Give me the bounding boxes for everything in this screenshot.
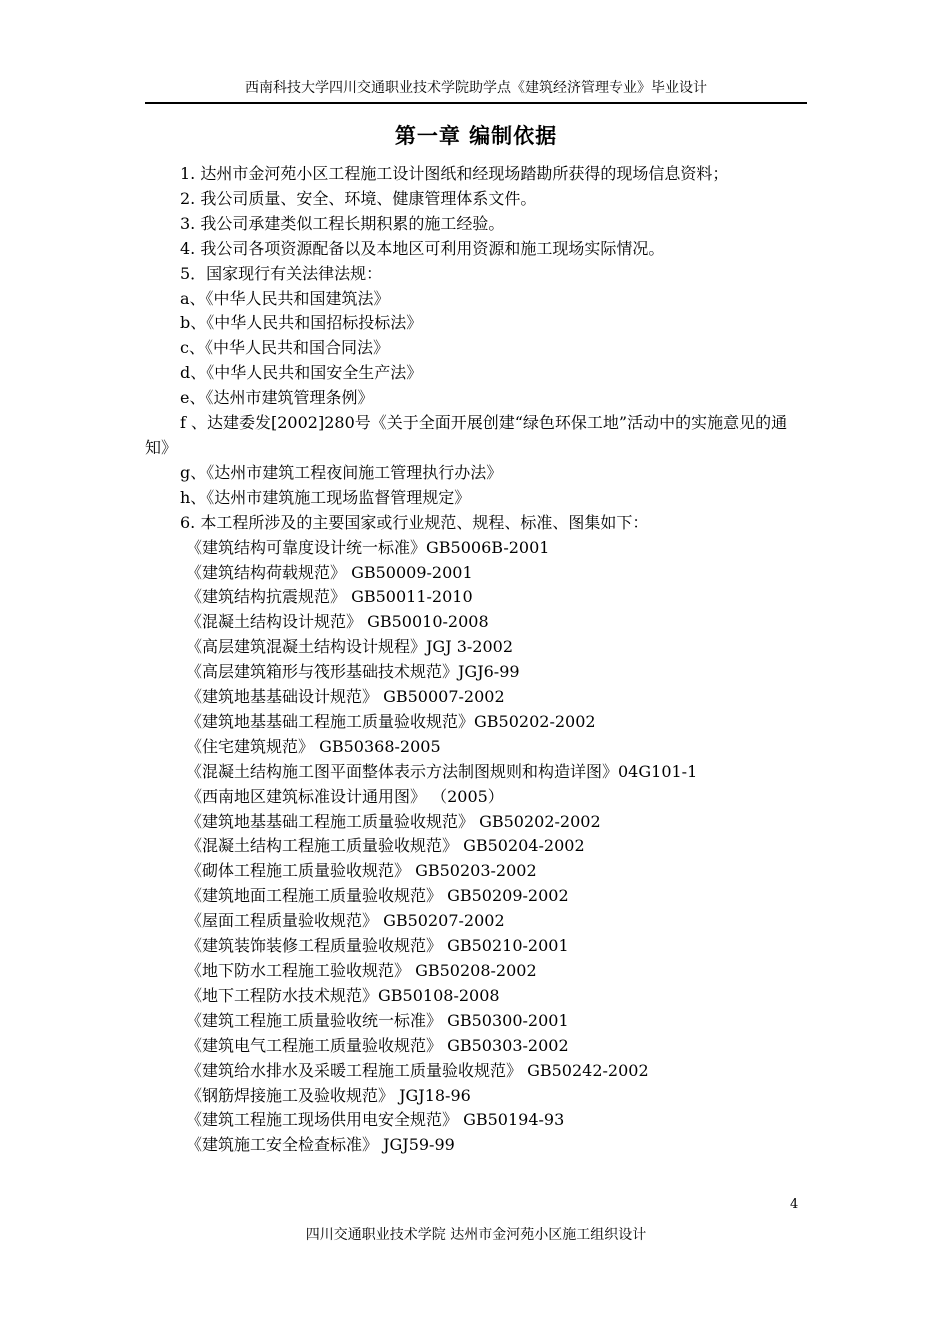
- basis-item-3: 3. 我公司承建类似工程长期积累的施工经验。: [180, 213, 505, 233]
- standard-item: 《屋面工程质量验收规范》 GB50207-2002: [186, 911, 505, 931]
- standard-item: 《高层建筑混凝土结构设计规程》JGJ 3-2002: [186, 637, 514, 657]
- standard-item: 《建筑地基基础设计规范》 GB50007-2002: [186, 687, 505, 707]
- page-number: 4: [790, 1197, 799, 1212]
- basis-item-1: 1. 达州市金河苑小区工程施工设计图纸和经现场踏勘所获得的现场信息资料；: [180, 164, 729, 183]
- standard-item: 《建筑结构可靠度设计统一标准》GB5006B-2001: [186, 537, 550, 557]
- basis-item-6: 6. 本工程所涉及的主要国家或行业规范、规程、标准、图集如下：: [180, 512, 649, 532]
- standard-item: 《钢筋焊接施工及验收规范》 JGJ18-96: [186, 1085, 471, 1105]
- law-item-b: b、《中华人民共和国招标投标法》: [180, 313, 423, 333]
- standard-item: 《混凝土结构施工图平面整体表示方法制图规则和构造详图》04G101-1: [186, 761, 698, 781]
- law-item-c: c、《中华人民共和国合同法》: [180, 338, 389, 358]
- standard-item: 《混凝土结构工程施工质量验收规范》 GB50204-2002: [186, 836, 585, 856]
- law-item-d: d、《中华人民共和国安全生产法》: [180, 363, 423, 383]
- basis-item-2: 2. 我公司质量、安全、环境、健康管理体系文件。: [180, 188, 537, 208]
- standard-item: 《混凝土结构设计规范》 GB50010-2008: [186, 612, 489, 632]
- law-item-g: g、《达州市建筑工程夜间施工管理执行办法》: [180, 462, 503, 482]
- standard-item: 《地下工程防水技术规范》GB50108-2008: [186, 985, 500, 1005]
- standard-item: 《建筑地面工程施工质量验收规范》 GB50209-2002: [186, 886, 569, 906]
- standard-item: 《地下防水工程施工验收规范》 GB50208-2002: [186, 961, 537, 980]
- standard-item: 《建筑电气工程施工质量验收规范》 GB50303-2002: [186, 1035, 569, 1055]
- law-item-e: e、《达州市建筑管理条例》: [180, 388, 374, 408]
- law-item-h: h、《达州市建筑施工现场监督管理规定》: [180, 487, 471, 507]
- standard-item: 《建筑工程施工现场供用电安全规范》 GB50194-93: [186, 1110, 565, 1130]
- law-item-a: a、《中华人民共和国建筑法》: [180, 288, 390, 308]
- standard-item: 《高层建筑箱形与筏形基础技术规范》JGJ6-99: [186, 662, 520, 682]
- page-header: 西南科技大学四川交通职业技术学院助学点《建筑经济管理专业》毕业设计: [245, 80, 707, 96]
- basis-item-4: 4. 我公司各项资源配备以及本地区可利用资源和施工现场实际情况。: [180, 238, 665, 258]
- standard-item: 《建筑施工安全检查标准》 JGJ59-99: [186, 1135, 455, 1155]
- standard-item: 《建筑结构荷载规范》 GB50009-2001: [186, 562, 473, 582]
- header-rule: [145, 102, 807, 104]
- basis-item-5: 5．国家现行有关法律法规：: [180, 263, 383, 283]
- standard-item: 《建筑地基基础工程施工质量验收规范》 GB50202-2002: [186, 811, 601, 831]
- standard-item: 《住宅建筑规范》 GB50368-2005: [186, 736, 441, 756]
- standard-item: 《砌体工程施工质量验收规范》 GB50203-2002: [186, 861, 537, 881]
- standard-item: 《建筑工程施工质量验收统一标准》 GB50300-2001: [186, 1010, 569, 1030]
- standard-item: 《西南地区建筑标准设计通用图》 （2005）: [186, 786, 504, 806]
- standard-item: 《建筑结构抗震规范》 GB50011-2010: [186, 587, 473, 607]
- page-footer: 四川交通职业技术学院 达州市金河苑小区施工组织设计: [305, 1227, 647, 1243]
- standard-item: 《建筑地基基础工程施工质量验收规范》GB50202-2002: [186, 711, 596, 731]
- law-item-f: f 、达建委发[2002]280号《关于全面开展创建“绿色环保工地”活动中的实施意见的通知》: [145, 413, 788, 457]
- standard-item: 《建筑装饰装修工程质量验收规范》 GB50210-2001: [186, 936, 569, 956]
- chapter-title: 第一章 编制依据: [394, 123, 558, 148]
- standard-item: 《建筑给水排水及采暖工程施工质量验收规范》 GB50242-2002: [186, 1060, 649, 1080]
- document-body: [145, 162, 807, 1158]
